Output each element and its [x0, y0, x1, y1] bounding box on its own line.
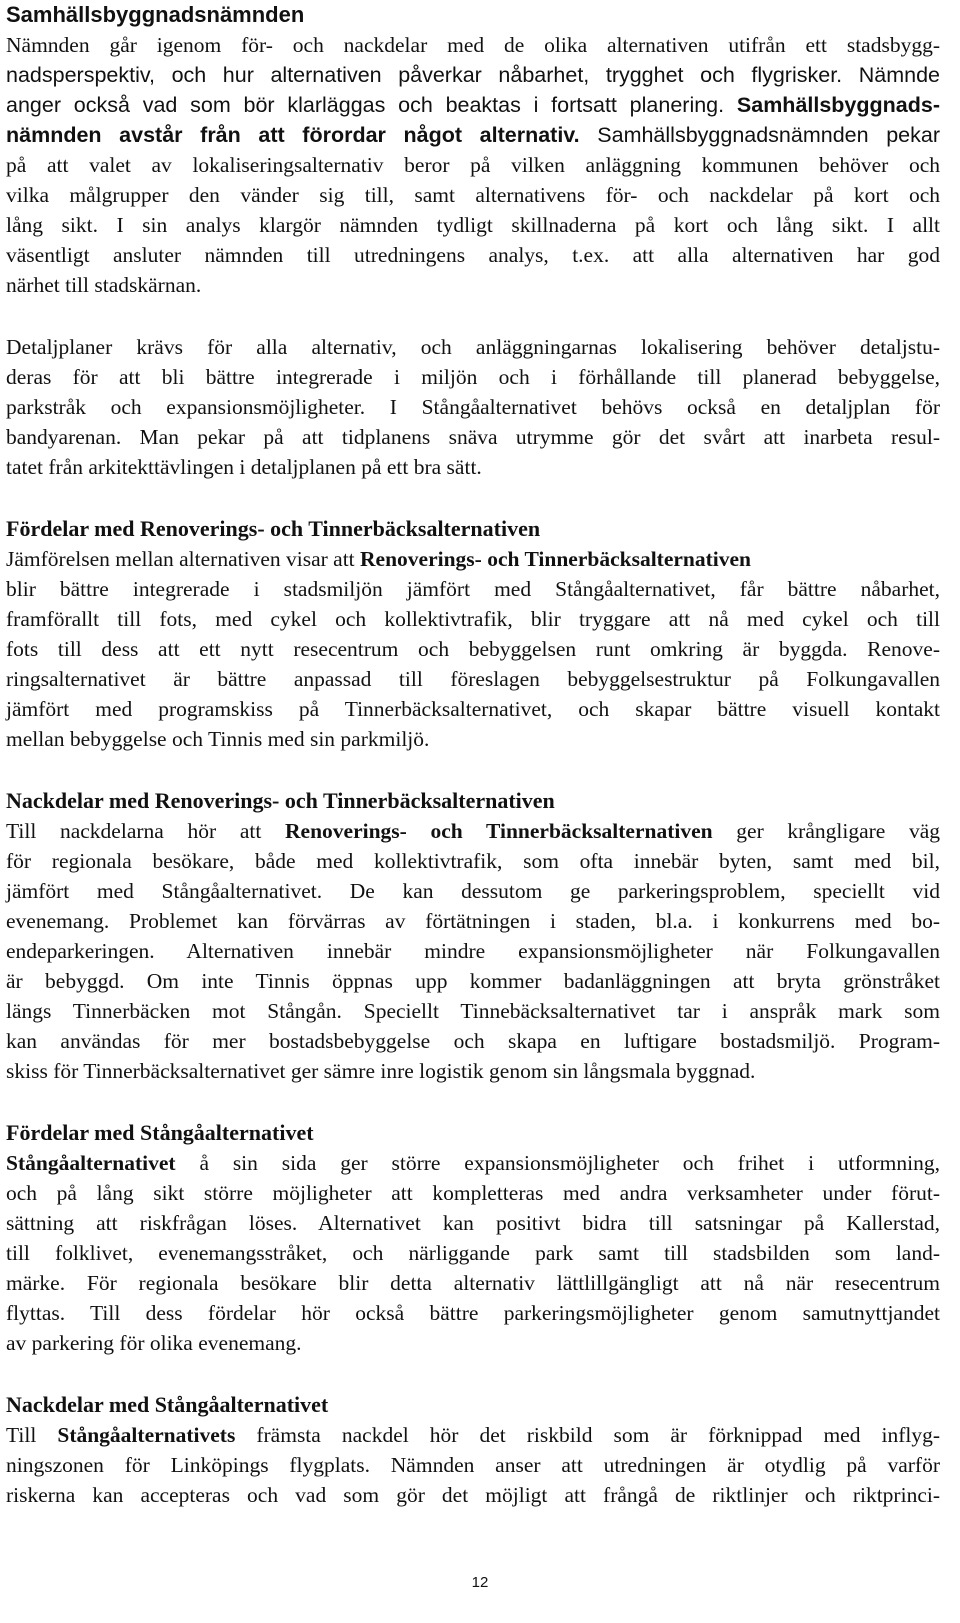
text-line — [6, 90, 940, 120]
text-run: Samhällsbyggnadsnämnden pekar — [597, 123, 940, 147]
text-line: bandyarenan. Man pekar på att tidplanens snäva utrymme gör det svårt att inarbeta resul- — [6, 425, 940, 449]
text-line — [6, 120, 940, 150]
paragraph-gap — [6, 1358, 940, 1390]
bold-text-run: Renoverings- och Tinnerbäcksalternativen — [360, 547, 752, 571]
text-line: parkstråk och expansionsmöjligheter. I Stångåalternativet behövs också en detaljplan för — [6, 395, 940, 419]
text-line: ringsalternativet är bättre anpassad till föreslagen bebyggelsestruktur på Folkungavallen — [6, 667, 940, 691]
text-line: väsentligt ansluter nämnden till utredningens analys, t.ex. att alla alternativen har god — [6, 243, 940, 267]
text-line — [6, 1148, 940, 1178]
bold-text-run: Samhällsbyggnads- — [736, 93, 940, 117]
text-line: skiss för Tinnerbäcksalternativet ger sämre inre logistik genom sin långsmala byggnad. — [6, 1059, 756, 1083]
text-line: tatet från arkitekttävlingen i detaljplanen på ett bra sätt. — [6, 455, 482, 479]
text-line: blir bättre integrerade i stadsmiljön jämfört med Stångåalternativet, får bättre nåbarhet, — [6, 577, 940, 601]
text-line: jämfört med Stångåalternativet. De kan dessutom ge parkeringsproblem, speciellt vid — [6, 879, 940, 903]
text-line: flyttas. Till dess fördelar hör också bättre parkeringsmöjligheter genom samutnyttjandet — [6, 1301, 940, 1325]
text-line: evenemang. Problemet kan förvärras av förtätningen i staden, bl.a. i konkurrens med bo- — [6, 909, 940, 933]
text-line: jämfört med programskiss på Tinnerbäcksalternativet, och skapar bättre visuell kontakt — [6, 697, 940, 721]
text-line: och på lång sikt större möjligheter att kompletteras med andra verksamheter under förut- — [6, 1181, 940, 1205]
bold-text-run: Stångåalternativets — [57, 1423, 236, 1447]
section-nackdelar-renovering-tinnerback — [6, 786, 940, 1086]
text-run: Till — [6, 1423, 37, 1447]
paragraph-gap — [6, 482, 940, 514]
section-fordelar-stangaalternativet — [6, 1118, 940, 1358]
text-line: lång sikt. I sin analys klargör nämnden tydligt skillnaderna på kort och lång sikt. I allt — [6, 213, 940, 237]
text-line: på att valet av lokaliseringsalternativ beror på vilken anläggning kommunen behöver och — [6, 153, 940, 177]
section-heading: Fördelar med Stångåalternativet — [6, 1120, 314, 1145]
bold-text-run: nämnden avstår från att förordar något alternativ. — [6, 123, 580, 147]
text-line: för regionala besökare, både med kollektivtrafik, som ofta innebär byten, samt med bil, — [6, 849, 940, 873]
bold-text-run: Renoverings- och Tinnerbäcksalternativen — [285, 819, 713, 843]
text-line: riskerna kan accepteras och vad som gör det möjligt att frångå de riktlinjer och riktprinci- — [6, 1483, 940, 1507]
section-nackdelar-stangaalternativet — [6, 1390, 940, 1510]
paragraph — [6, 544, 940, 754]
text-line: kan användas för mer bostadsbebyggelse och skapa en luftigare bostadsmiljö. Program- — [6, 1029, 940, 1053]
text-line: sättning att riskfrågan löses. Alternativet kan positivt bidra till satsningar på Kallerstad, — [6, 1211, 940, 1235]
section-heading: Nackdelar med Stångåalternativet — [6, 1392, 329, 1417]
paragraph — [6, 30, 940, 300]
text-line: märke. För regionala besökare blir detta alternativ lättlillgängligt att nå när resecentrum — [6, 1271, 940, 1295]
text-line: fots till dess att ett nytt resecentrum och bebyggelsen runt omkring är byggda. Renove- — [6, 637, 940, 661]
section-detaljplaner — [6, 332, 940, 482]
section-samhallsbyggnadsnamnden — [6, 0, 940, 300]
section-heading: Nackdelar med Renoverings- och Tinnerbäcksalternativen — [6, 788, 555, 813]
text-run: ger krångligare väg — [736, 819, 941, 843]
text-line: Nämnden går igenom för- och nackdelar med de olika alternativen utifrån ett stadsbygg- — [6, 33, 940, 57]
paragraph — [6, 816, 940, 1086]
paragraph — [6, 332, 940, 482]
text-line: mellan bebyggelse och Tinnis med sin parkmiljö. — [6, 727, 430, 751]
text-line: längs Tinnerbäcken mot Stångån. Speciellt Tinnebäcksalternativet tar i anspråk mark som — [6, 999, 940, 1023]
text-line — [6, 1420, 940, 1450]
text-run: Jämförelsen mellan alternativen visar att — [6, 547, 355, 571]
text-line: endeparkeringen. Alternativen innebär mindre expansionsmöjligheter när Folkungavallen — [6, 939, 940, 963]
text-run: främsta nackdel hör det riskbild som är förknippad med inflyg- — [256, 1423, 941, 1447]
paragraph-gap — [6, 754, 940, 786]
text-run: anger också vad som bör klarläggas och beaktas i fortsatt planering. — [6, 93, 725, 117]
section-heading: Samhällsbyggnadsnämnden — [6, 2, 305, 27]
text-line: deras för att bli bättre integrerade i miljön och i förhållande till planerad bebyggelse, — [6, 365, 940, 389]
text-line: är bebyggd. Om inte Tinnis öppnas upp kommer badanläggningen att bryta grönstråket — [6, 969, 940, 993]
paragraph-gap — [6, 1086, 940, 1118]
bold-text-run: Stångåalternativet — [6, 1151, 176, 1175]
text-line: vilka målgrupper den vänder sig till, samt alternativens för- och nackdelar på kort och — [6, 183, 940, 207]
text-line: närhet till stadskärnan. — [6, 273, 202, 297]
page-number: 12 — [471, 1574, 489, 1591]
text-run: å sin sida ger större expansionsmöjligheter och frihet i utformning, — [199, 1151, 941, 1175]
text-run: Till nackdelarna hör att — [6, 819, 262, 843]
paragraph — [6, 1420, 940, 1510]
section-heading: Fördelar med Renoverings- och Tinnerbäcksalternativen — [6, 516, 541, 541]
text-line — [6, 544, 940, 574]
text-line: framförallt till fots, med cykel och kollektivtrafik, blir tryggare att nå med cykel och till — [6, 607, 940, 631]
text-line: Detaljplaner krävs för alla alternativ, och anläggningarnas lokalisering behöver detaljstu- — [6, 335, 940, 359]
text-line: ningszonen för Linköpings flygplats. Nämnden anser att utredningen är otydlig på varför — [6, 1453, 940, 1477]
document-page — [6, 0, 940, 1510]
text-line: nadsperspektiv, och hur alternativen påverkar nåbarhet, trygghet och flygrisker. Nämnde — [6, 63, 940, 87]
text-line: till folklivet, evenemangsstråket, och närliggande park samt till stadsbilden som land- — [6, 1241, 940, 1265]
text-line — [6, 816, 940, 846]
paragraph-gap — [6, 300, 940, 332]
paragraph — [6, 1148, 940, 1358]
text-line: av parkering för olika evenemang. — [6, 1331, 302, 1355]
section-fordelar-renovering-tinnerback — [6, 514, 940, 754]
